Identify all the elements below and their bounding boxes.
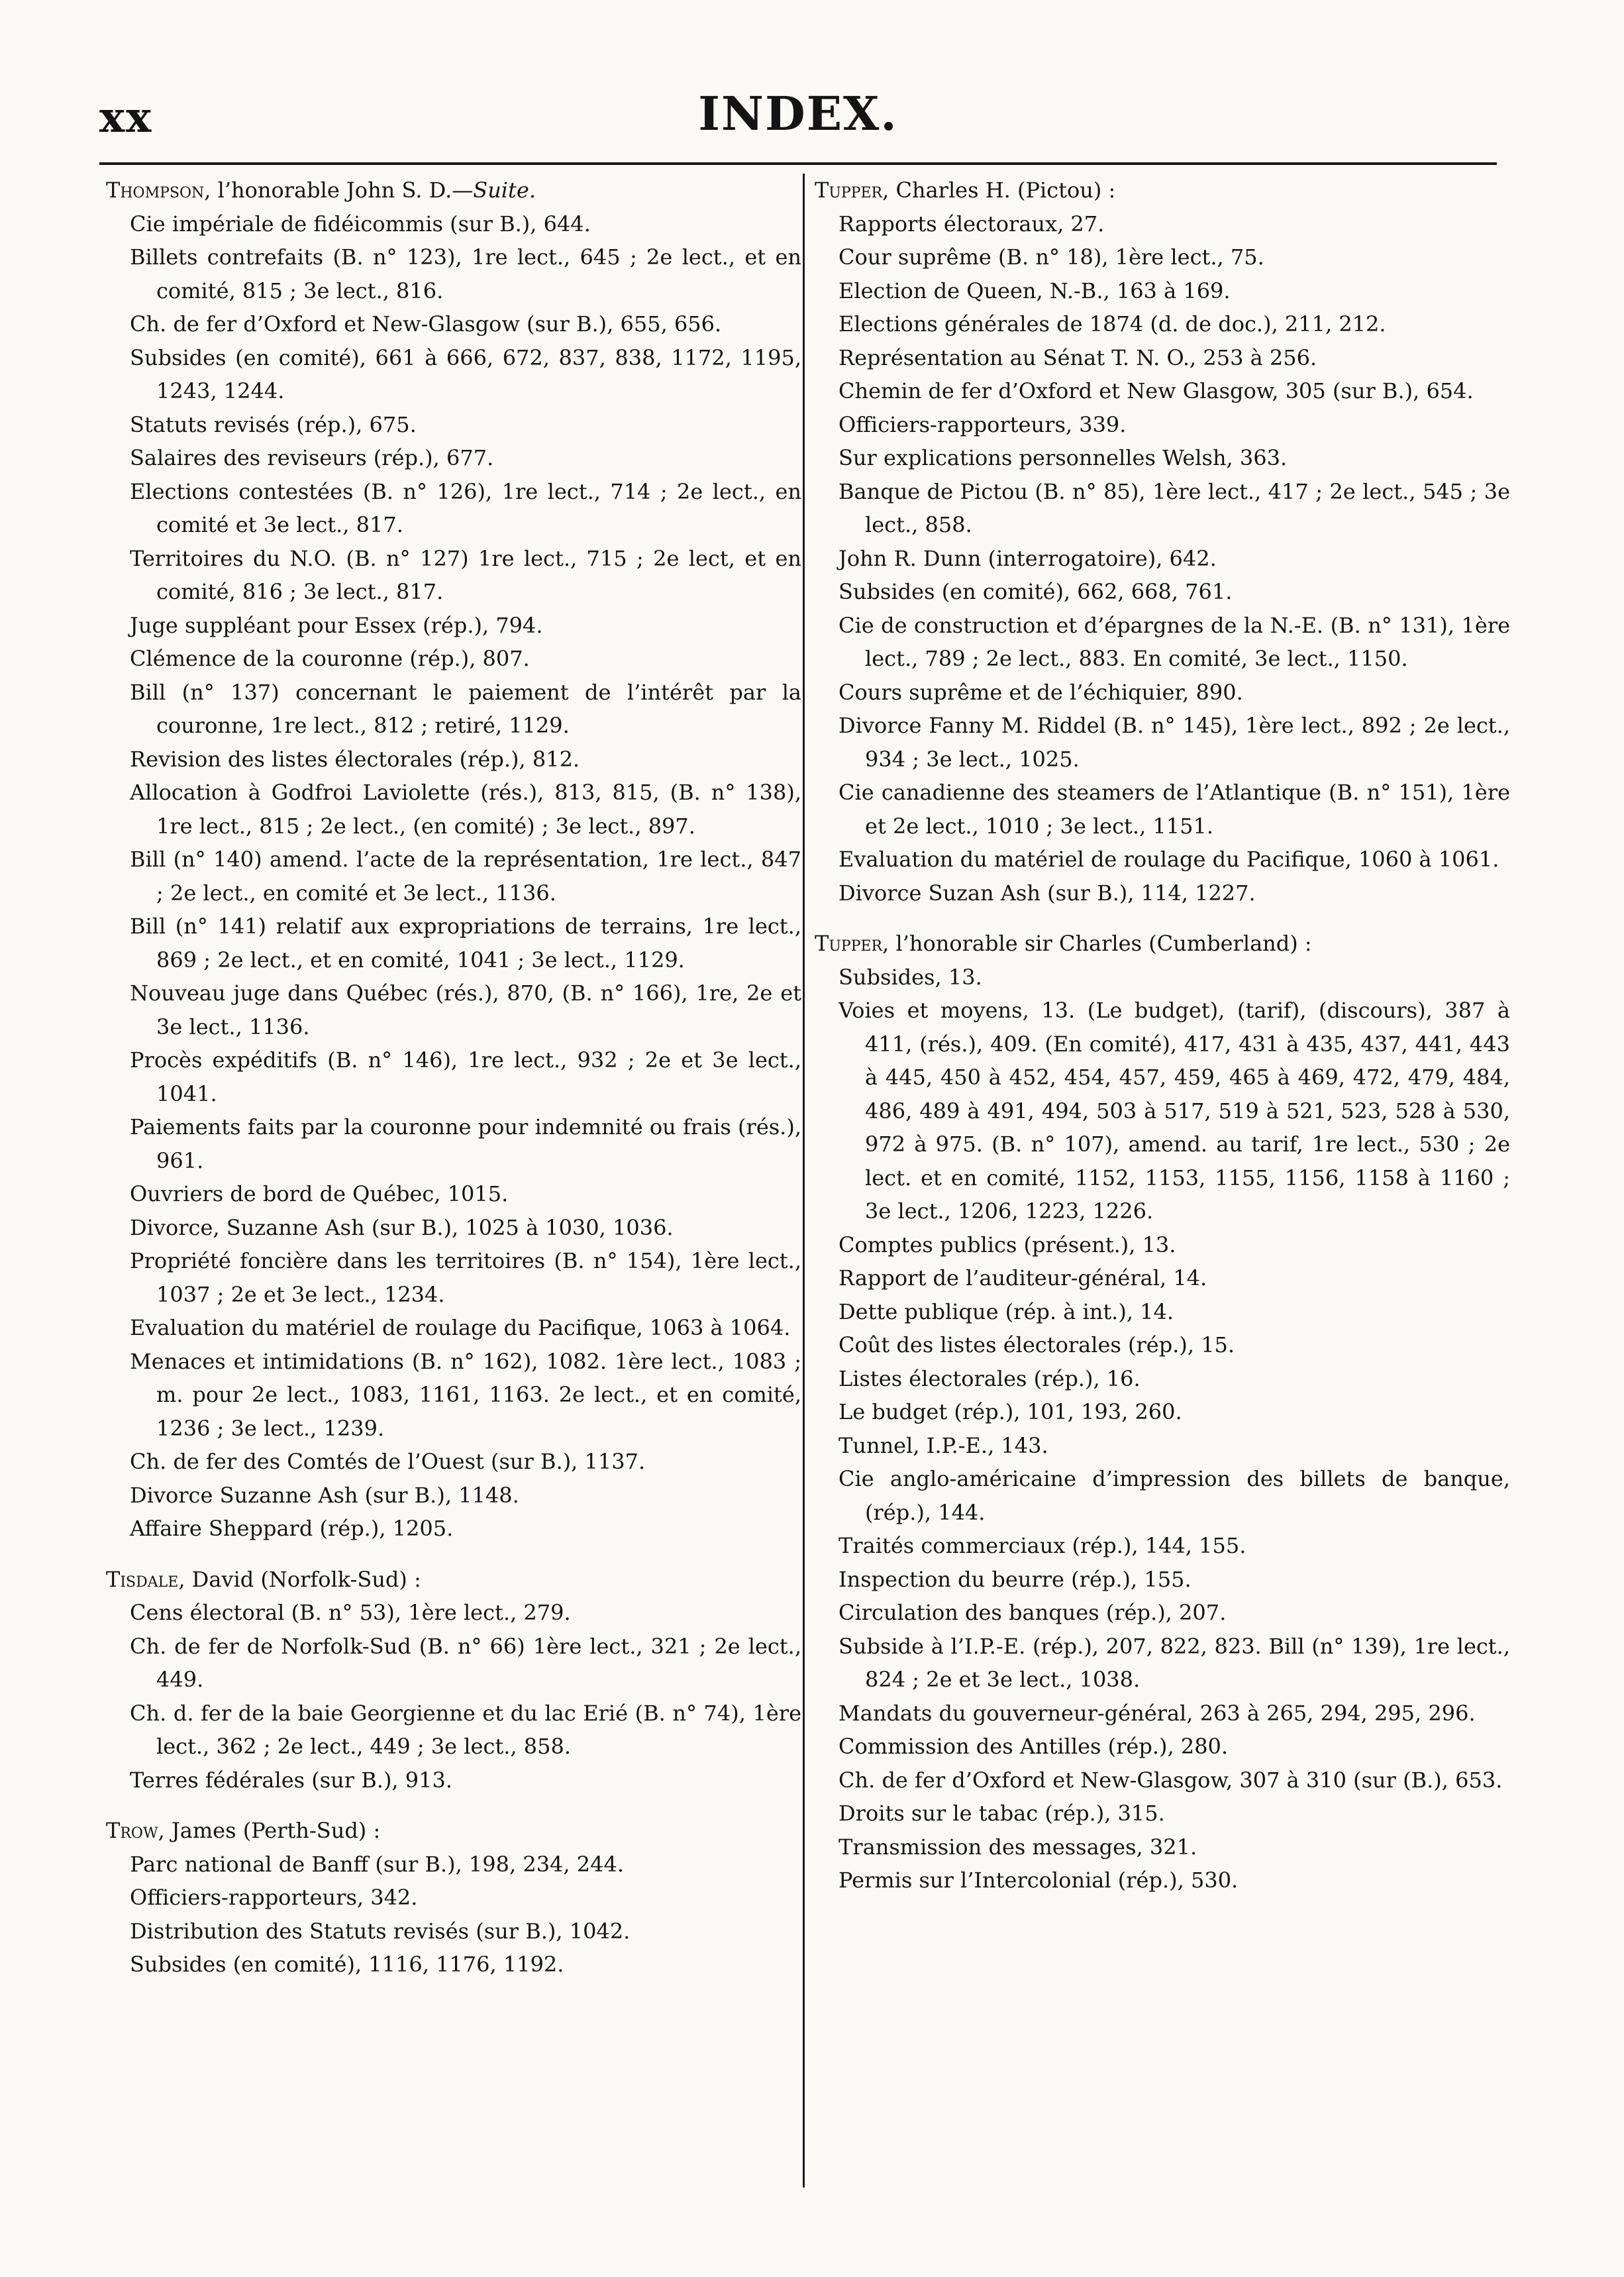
member-heading: [106, 1814, 801, 1848]
index-entry: Coût des listes électorales (rép.), 15.: [838, 1332, 1235, 1357]
index-entry: Allocation à Godfroi Laviolette (rés.), 813, 815, (B. n° 138), 1re lect., 815 ; 2e lect., (en comité) ; 3e lect., 897.: [130, 780, 801, 839]
index-entry: Election de Queen, N.-B., 163 à 169.: [838, 278, 1231, 303]
index-entry: Ch. de fer d’Oxford et New-Glasgow, 307 à 310 (sur (B.), 653.: [838, 1767, 1503, 1793]
index-entry: Terres fédérales (sur B.), 913.: [130, 1767, 453, 1793]
index-entry: Comptes publics (présent.), 13.: [838, 1232, 1176, 1257]
index-entry: Circulation des banques (rép.), 207.: [838, 1600, 1227, 1625]
index-entry: Menaces et intimidations (B. n° 162), 1082. 1ère lect., 1083 ; m. pour 2e lect., 1083, 1161, 1163. 2e lect., et en comité, 1236 ; 3e lect., 1239.: [130, 1348, 801, 1441]
index-entry: Evaluation du matériel de roulage du Pacifique, 1063 à 1064.: [130, 1315, 791, 1340]
index-entry: Permis sur l’Intercolonial (rép.), 530.: [838, 1868, 1239, 1893]
index-entry: Subsides, 13.: [838, 964, 982, 990]
index-entry: Rapport de l’auditeur-général, 14.: [838, 1265, 1207, 1291]
index-block: [106, 1563, 801, 1797]
index-entry: Revision des listes électorales (rép.), 812.: [130, 746, 580, 772]
index-entry: Subsides (en comité), 1116, 1176, 1192.: [130, 1952, 564, 1977]
index-entry: Chemin de fer d’Oxford et New Glasgow, 305 (sur B.), 654.: [838, 378, 1474, 403]
index-entry: Ch. de fer d’Oxford et New-Glasgow (sur B.), 655, 656.: [130, 311, 722, 337]
index-entry: Cours suprême et de l’échiquier, 890.: [838, 679, 1243, 705]
index-entry: Bill (n° 141) relatif aux expropriations de terrains, 1re lect., 869 ; 2e lect., et en comité, 1041 ; 3e lect., 1129.: [130, 914, 801, 973]
index-entry: Droits sur le tabac (rép.), 315.: [838, 1801, 1165, 1826]
member-details: , David (Norfolk-Sud) :: [178, 1566, 421, 1592]
left-column: [106, 174, 801, 1999]
index-entry: Parc national de Banff (sur B.), 198, 234, 244.: [130, 1851, 624, 1877]
index-entry: Subside à l’I.P.-E. (rép.), 207, 822, 823. Bill (n° 139), 1re lect., 824 ; 2e et 3e lect., 1038.: [838, 1633, 1510, 1692]
index-entry: Traités commerciaux (rép.), 144, 155.: [838, 1533, 1246, 1558]
index-entry: Cie impériale de fidéicommis (sur B.), 644.: [130, 211, 591, 237]
index-entry: Commission des Antilles (rép.), 280.: [838, 1734, 1229, 1759]
member-surname: Trow: [106, 1818, 158, 1843]
index-entry: Voies et moyens, 13. (Le budget), (tarif), (discours), 387 à 411, (rés.), 409. (En comité), 417, 431 à 435, 437, 441, 443 à 445, 450 à 452, 454, 457, 459, 465 à 469, 472, 479, 484, 486, 489 à 491, 494, 503 à 517, 519 à 521, 523, 528 à 530, 972 à 975. (B. n° 107), amend. au tarif, 1re lect., 530 ; 2e lect. et en comité, 1152, 1153, 1155, 1156, 1158 à 1160 ; 3e lect., 1206, 1223, 1226.: [838, 998, 1510, 1224]
index-entry: Bill (n° 140) amend. l’acte de la représentation, 1re lect., 847 ; 2e lect., en comité et 3e lect., 1136.: [130, 847, 801, 906]
index-block: [106, 174, 801, 1546]
index-entry: Cie de construction et d’épargnes de la N.-E. (B. n° 131), 1ère lect., 789 ; 2e lect., 883. En comité, 3e lect., 1150.: [838, 612, 1510, 671]
index-entry: Cour suprême (B. n° 18), 1ère lect., 75.: [838, 244, 1264, 270]
member-details: , James (Perth-Sud) :: [158, 1818, 381, 1843]
index-entry: Inspection du beurre (rép.), 155.: [838, 1566, 1192, 1592]
index-entry: Bill (n° 137) concernant le paiement de l’intérêt par la couronne, 1re lect., 812 ; retiré, 1129.: [130, 679, 801, 738]
index-entry: Mandats du gouverneur-général, 263 à 265, 294, 295, 296.: [838, 1700, 1476, 1726]
index-entry: Transmission des messages, 321.: [838, 1834, 1197, 1860]
member-details: , l’honorable sir Charles (Cumberland) :: [882, 931, 1312, 956]
index-entry: Billets contrefaits (B. n° 123), 1re lect., 645 ; 2e lect., et en comité, 815 ; 3e lect., 816.: [130, 244, 801, 303]
member-surname: Tupper: [815, 178, 883, 203]
index-entry: Juge suppléant pour Essex (rép.), 794.: [130, 612, 543, 638]
index-entry: Dette publique (rép. à int.), 14.: [838, 1298, 1174, 1324]
index-entry: Statuts revisés (rép.), 675.: [130, 411, 417, 437]
index-entry: Ch. de fer de Norfolk-Sud (B. n° 66) 1ère lect., 321 ; 2e lect., 449.: [130, 1633, 801, 1692]
index-entry: Evaluation du matériel de roulage du Pacifique, 1060 à 1061.: [838, 847, 1499, 872]
index-entry: Banque de Pictou (B. n° 85), 1ère lect., 417 ; 2e lect., 545 ; 3e lect., 858.: [838, 478, 1510, 537]
index-entry: Procès expéditifs (B. n° 146), 1re lect., 932 ; 2e et 3e lect., 1041.: [130, 1047, 801, 1106]
index-entry: Divorce, Suzanne Ash (sur B.), 1025 à 1030, 1036.: [130, 1214, 674, 1240]
member-surname: Thompson: [106, 178, 205, 203]
index-entry: Salaires des reviseurs (rép.), 677.: [130, 445, 494, 470]
index-entry: John R. Dunn (interrogatoire), 642.: [838, 545, 1217, 571]
index-entry: Officiers-rapporteurs, 342.: [130, 1885, 418, 1910]
index-entry: Subsides (en comité), 662, 668, 761.: [838, 579, 1233, 604]
right-column: [815, 174, 1510, 1915]
index-entry: Tunnel, I.P.-E., 143.: [838, 1432, 1048, 1458]
index-entry: Listes électorales (rép.), 16.: [838, 1365, 1141, 1391]
index-entry: Sur explications personnelles Welsh, 363.: [838, 445, 1288, 470]
page-number: xx: [99, 93, 153, 142]
index-entry: Le budget (rép.), 101, 193, 260.: [838, 1399, 1182, 1424]
index-entry: Clémence de la couronne (rép.), 807.: [130, 646, 530, 671]
index-entry: Représentation au Sénat T. N. O., 253 à 256.: [838, 344, 1317, 370]
index-entry: Divorce Suzan Ash (sur B.), 114, 1227.: [838, 880, 1256, 906]
index-entry: Ouvriers de bord de Québec, 1015.: [130, 1181, 509, 1206]
index-entry: Territoires du N.O. (B. n° 127) 1re lect., 715 ; 2e lect, et en comité, 816 ; 3e lect., 817.: [130, 545, 801, 604]
index-entry: Subsides (en comité), 661 à 666, 672, 837, 838, 1172, 1195, 1243, 1244.: [130, 344, 801, 403]
index-block: [815, 927, 1510, 1897]
member-surname: Tisdale: [106, 1566, 179, 1592]
index-entry: Nouveau juge dans Québec (rés.), 870, (B. n° 166), 1re, 2e et 3e lect., 1136.: [130, 980, 801, 1039]
header-rule: [99, 162, 1497, 165]
index-entry: Ch. d. fer de la baie Georgienne et du lac Erié (B. n° 74), 1ère lect., 362 ; 2e lect., 449 ; 3e lect., 858.: [130, 1700, 801, 1759]
column-divider: [803, 174, 805, 2188]
index-entry: Affaire Sheppard (rép.), 1205.: [130, 1516, 454, 1541]
index-entry: Rapports électoraux, 27.: [838, 211, 1105, 237]
index-entry: Distribution des Statuts revisés (sur B.), 1042.: [130, 1918, 631, 1944]
running-title: INDEX.: [698, 86, 898, 141]
index-entry: Divorce Fanny M. Riddel (B. n° 145), 1ère lect., 892 ; 2e lect., 934 ; 3e lect., 1025.: [838, 713, 1510, 772]
index-entry: Cens électoral (B. n° 53), 1ère lect., 279.: [130, 1600, 571, 1625]
continued-marker: Suite.: [473, 178, 536, 203]
index-entry: Officiers-rapporteurs, 339.: [838, 411, 1127, 437]
member-details: , l’honorable John S. D.—: [204, 178, 474, 203]
index-entry: Divorce Suzanne Ash (sur B.), 1148.: [130, 1482, 519, 1508]
member-heading: [106, 174, 801, 207]
member-details: , Charles H. (Pictou) :: [882, 178, 1116, 203]
index-entry: Ch. de fer des Comtés de l’Ouest (sur B.), 1137.: [130, 1449, 646, 1474]
index-entry: Paiements faits par la couronne pour indemnité ou frais (rés.), 961.: [130, 1114, 801, 1173]
member-heading: [815, 927, 1510, 961]
index-entry: Cie anglo-américaine d’impression des billets de banque, (rép.), 144.: [838, 1466, 1510, 1525]
member-heading: [815, 174, 1510, 207]
page-header: [99, 86, 1497, 146]
index-entry: Cie canadienne des steamers de l’Atlantique (B. n° 151), 1ère et 2e lect., 1010 ; 3e lect., 1151.: [838, 780, 1510, 839]
index-entry: Propriété foncière dans les territoires (B. n° 154), 1ère lect., 1037 ; 2e et 3e lect., 1234.: [130, 1248, 801, 1307]
index-entry: Elections contestées (B. n° 126), 1re lect., 714 ; 2e lect., en comité et 3e lect., 817.: [130, 478, 801, 537]
index-block: [106, 1814, 801, 1982]
index-block: [815, 174, 1510, 910]
member-surname: Tupper: [815, 931, 883, 956]
member-heading: [106, 1563, 801, 1597]
index-entry: Elections générales de 1874 (d. de doc.), 211, 212.: [838, 311, 1386, 337]
